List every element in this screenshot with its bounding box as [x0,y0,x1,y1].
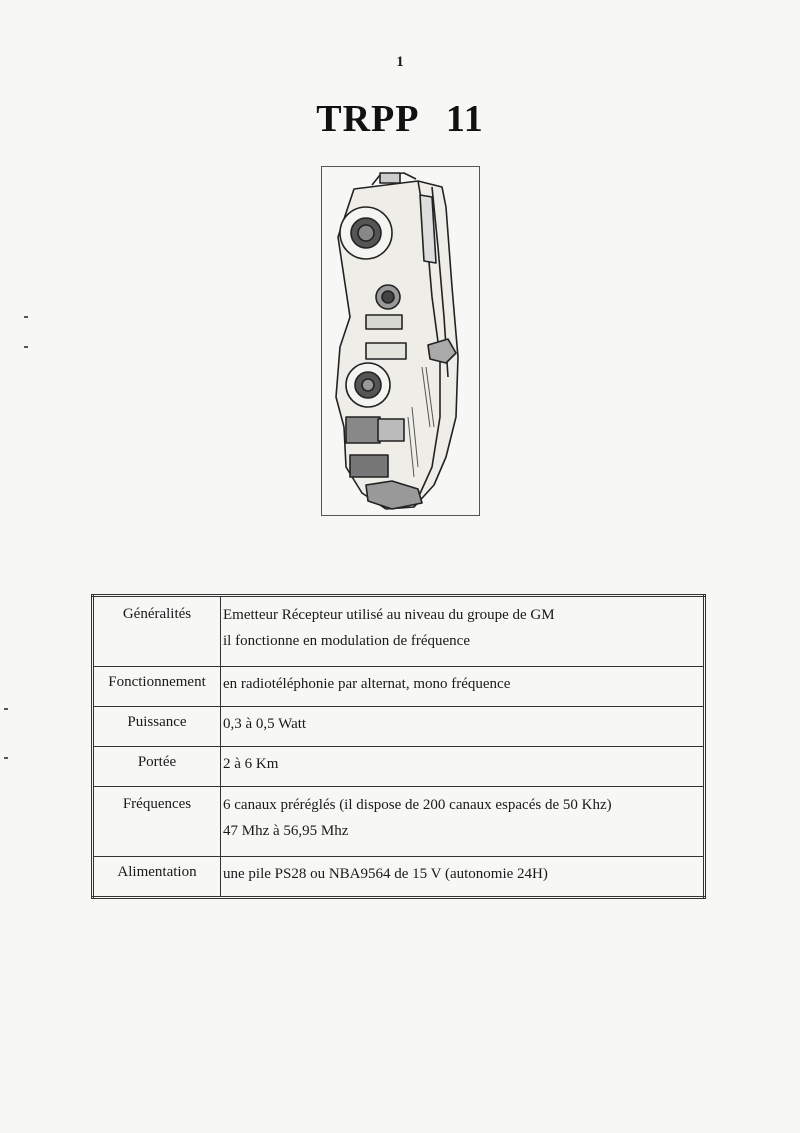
table-row [93,667,705,707]
spec-value-line: une pile PS28 ou NBA9564 de 15 V (autonomie 24H) [223,866,548,882]
spec-value [221,596,705,667]
device-figure [321,166,480,516]
spec-value-line: 47 Mhz à 56,95 Mhz [223,823,349,839]
spec-label: Fréquences [93,787,221,857]
spec-value-line: en radiotéléphonie par alternat, mono fréquence [223,676,511,692]
spec-label: Alimentation [93,857,221,898]
page-title: TRPP 11 [316,98,484,140]
spec-label: Généralités [93,596,221,667]
margin-mark [4,708,8,710]
spec-value-line: 6 canaux préréglés (il dispose de 200 canaux espacés de 50 Khz) [223,797,612,813]
margin-mark [4,757,8,759]
radio-transceiver-icon [322,167,479,515]
table-row [93,596,705,667]
table-row [93,707,705,747]
spec-value [221,707,705,747]
spec-value [221,667,705,707]
page-number: 1 [396,54,404,70]
spec-value-line: il fonctionne en modulation de fréquence [223,633,470,649]
spec-value-line: 0,3 à 0,5 Watt [223,716,307,732]
spec-value [221,787,705,857]
spec-value-line: Emetteur Récepteur utilisé au niveau du groupe de GM [223,607,555,623]
spec-label: Fonctionnement [93,667,221,707]
spec-label: Portée [93,747,221,787]
spec-value-line: 2 à 6 Km [223,756,279,772]
table-row [93,787,705,857]
table-row [93,747,705,787]
specifications-table [91,594,706,899]
spec-value [221,747,705,787]
margin-mark [24,316,28,318]
spec-label: Puissance [93,707,221,747]
margin-mark [24,346,28,348]
table-row [93,857,705,898]
spec-value [221,857,705,898]
